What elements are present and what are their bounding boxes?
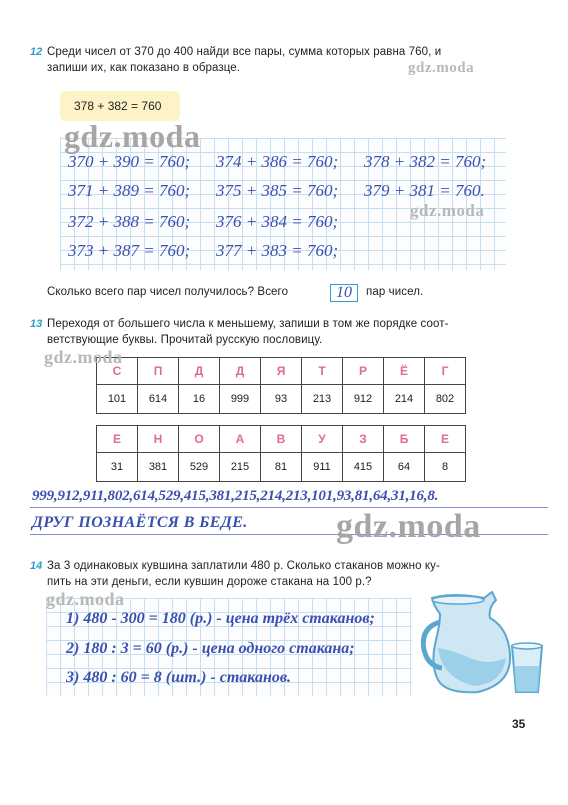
jug-icon bbox=[423, 592, 510, 692]
table1-letter: Я bbox=[261, 358, 302, 385]
table2-number: 64 bbox=[384, 453, 425, 482]
task13-number: 13 bbox=[30, 318, 43, 330]
task12-answer-r3c1: 372 + 388 = 760; bbox=[68, 212, 191, 231]
task12-sample: 378 + 382 = 760 bbox=[74, 99, 162, 113]
table2-letter: Н bbox=[138, 426, 179, 453]
table2-number: 215 bbox=[220, 453, 261, 482]
table2-number: 8 bbox=[425, 453, 466, 482]
task12-answer-r1c2: 374 + 386 = 760; bbox=[216, 152, 339, 171]
table1-number: 214 bbox=[384, 385, 425, 414]
task14-number: 14 bbox=[30, 560, 43, 572]
table1-letter: Ё bbox=[384, 358, 425, 385]
task12-question-end: пар чисел. bbox=[366, 286, 424, 298]
task12-answer-r1c3: 378 + 382 = 760; bbox=[364, 152, 487, 171]
table1-number: 93 bbox=[261, 385, 302, 414]
task12-question: Сколько всего пар чисел получилось? Всего bbox=[47, 286, 289, 298]
letters-table-1 bbox=[96, 357, 466, 414]
task12-answer-r4c1: 373 + 387 = 760; bbox=[68, 241, 191, 260]
table2-letter: В bbox=[261, 426, 302, 453]
table1-number: 101 bbox=[97, 385, 138, 414]
task13-text-line2: ветствующие буквы. Прочитай русскую пословицу. bbox=[47, 334, 323, 346]
table2-letter: У bbox=[302, 426, 343, 453]
task12-answer-r3c2: 376 + 384 = 760; bbox=[216, 212, 339, 231]
table1-number: 912 bbox=[343, 385, 384, 414]
task12-answer-r2c2: 375 + 385 = 760; bbox=[216, 181, 339, 200]
table2-letter: О bbox=[179, 426, 220, 453]
table2-number: 529 bbox=[179, 453, 220, 482]
table1-number: 802 bbox=[425, 385, 466, 414]
table1-number: 614 bbox=[138, 385, 179, 414]
watermark: gdz.moda bbox=[408, 60, 475, 76]
task14-solution-step1: 1) 480 - 300 = 180 (р.) - цена трёх стаканов; bbox=[66, 610, 375, 627]
letters-table-2 bbox=[96, 425, 466, 482]
table2-letter: Б bbox=[384, 426, 425, 453]
watermark: gdz.moda bbox=[64, 118, 201, 154]
task14-solution-step2: 2) 180 : 3 = 60 (р.) - цена одного стакана; bbox=[66, 640, 355, 657]
task13-answer-numbers: 999,912,911,802,614,529,415,381,215,214,213,101,93,81,64,31,16,8. bbox=[32, 488, 439, 504]
task12-number: 12 bbox=[30, 46, 43, 58]
task13-answer-proverb: ДРУГ ПОЗНАЁТСЯ В БЕДЕ. bbox=[32, 514, 248, 531]
jug-and-glass-illustration bbox=[418, 588, 550, 700]
task13-text-line1: Переходя от большего числа к меньшему, запиши в том же порядке соот- bbox=[47, 318, 449, 330]
table1-letter: С bbox=[97, 358, 138, 385]
table1-letter: Т bbox=[302, 358, 343, 385]
table2-number: 31 bbox=[97, 453, 138, 482]
watermark: gdz.moda bbox=[44, 347, 123, 367]
task14-text-line2: пить на эти деньги, если кувшин дороже стакана на 100 р.? bbox=[47, 576, 372, 588]
table2-number: 415 bbox=[343, 453, 384, 482]
table2-number: 381 bbox=[138, 453, 179, 482]
task12-sample-box bbox=[60, 91, 180, 121]
table2-letter: З bbox=[343, 426, 384, 453]
table1-number: 16 bbox=[179, 385, 220, 414]
table2-letter: А bbox=[220, 426, 261, 453]
page-number: 35 bbox=[512, 717, 526, 731]
table2-number: 81 bbox=[261, 453, 302, 482]
table2-letter: Е bbox=[97, 426, 138, 453]
watermark: gdz.moda bbox=[46, 589, 125, 609]
task12-answer-count: 10 bbox=[330, 284, 358, 302]
watermark: gdz.moda bbox=[410, 201, 485, 220]
task12-text-line1: Среди чисел от 370 до 400 найди все пары, сумма которых равна 760, и bbox=[47, 46, 442, 58]
table2-number: 911 bbox=[302, 453, 343, 482]
table1-letter: Д bbox=[220, 358, 261, 385]
glass-icon bbox=[512, 643, 542, 692]
task12-answer-r2c1: 371 + 389 = 760; bbox=[68, 181, 191, 200]
table2-letter: Е bbox=[425, 426, 466, 453]
task14-solution-step3: 3) 480 : 60 = 8 (шт.) - стаканов. bbox=[66, 669, 292, 686]
watermark: gdz.moda bbox=[336, 508, 481, 545]
task14-text-line1: За 3 одинаковых кувшина заплатили 480 р. Сколько стаканов можно ку- bbox=[47, 560, 440, 572]
task12-answer-r4c2: 377 + 383 = 760; bbox=[216, 241, 339, 260]
table1-letter: Р bbox=[343, 358, 384, 385]
table1-letter: П bbox=[138, 358, 179, 385]
table1-number: 213 bbox=[302, 385, 343, 414]
table1-letter: Д bbox=[179, 358, 220, 385]
table1-number: 999 bbox=[220, 385, 261, 414]
task12-answer-r1c1: 370 + 390 = 760; bbox=[68, 152, 191, 171]
table1-letter: Г bbox=[425, 358, 466, 385]
task12-answer-r2c3: 379 + 381 = 760. bbox=[364, 181, 485, 200]
task12-text-line2: запиши их, как показано в образце. bbox=[47, 62, 241, 74]
